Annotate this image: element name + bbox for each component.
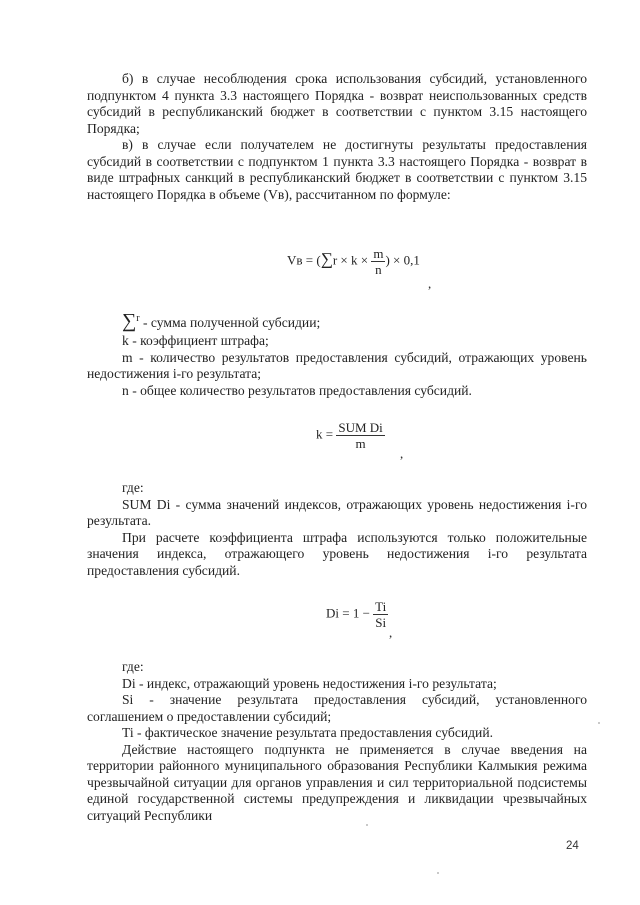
- gde-label-1: где:: [122, 480, 144, 495]
- paragraph-v: в) в случае если получателем не достигнуты результаты предоставления субсидий в соответствии с подпунктом 1 пункта 3.3 настоящего Порядка - возврат в виде штрафных санкций в республиканский бюджет в соответствии с пунктом 3.15 настоящего Порядка в объеме (Vв), рассчитанном по формуле:: [87, 137, 587, 202]
- formula-k: [316, 420, 385, 451]
- di-definition: Di - индекс, отражающий уровень недостижения i-го результата;: [122, 675, 497, 691]
- scan-speck: [598, 722, 600, 724]
- ti-definition: Ti - фактическое значение результата предоставления субсидий.: [122, 725, 493, 740]
- m-definition: m - количество результатов предоставления субсидий, отражающих уровень недостижения i-го результата;: [87, 349, 587, 381]
- scan-speck: [437, 872, 439, 874]
- n-definition: n - общее количество результатов предоставления субсидий.: [122, 382, 472, 398]
- sigma-definition: [87, 309, 587, 333]
- formula-di: [326, 599, 388, 630]
- gde-label-2: где:: [122, 659, 144, 674]
- definitions-2: [87, 480, 587, 579]
- formula-vv-fraction: [371, 246, 385, 277]
- definitions-3: [87, 659, 587, 824]
- fraction-numerator: m: [373, 246, 384, 261]
- formula-vv-mid: r × k ×: [332, 252, 372, 268]
- scan-speck: [366, 824, 368, 826]
- sigma-subscript: r: [136, 313, 140, 324]
- definitions-1: [87, 309, 587, 399]
- paragraph-b: б) в случае несоблюдения срока использования субсидий, установленного подпунктом 4 пункта 3.3 настоящего Порядка - возврат неиспользованных средств субсидий в республиканский бюджет в соответствии с пунктом 3.15 настоящего Порядка;: [87, 71, 587, 136]
- fraction-denominator: Si: [375, 615, 387, 630]
- k-definition: k - коэффициент штрафа;: [122, 333, 269, 348]
- emergency-clause: Действие настоящего подпункта не применяется в случае введения на территории районного муниципального образования Республики Калмыкия режима чрезвычайной ситуации для органов управления и сил территориальной подсистемы единой государственной системы предупреждения и ликвидации чрезвычайных ситуаций Республики: [87, 741, 587, 823]
- formula-vv-lhs: Vв = (: [287, 252, 321, 268]
- formula-vv-comma: ,: [428, 276, 432, 291]
- sigma-symbol: ∑: [122, 310, 137, 332]
- formula-k-comma: ,: [400, 446, 404, 461]
- sigma-text: - сумма полученной субсидии;: [139, 315, 321, 330]
- paragraphs-top: [87, 71, 587, 203]
- formula-vv-rhs: ) × 0,1: [385, 252, 420, 268]
- sigma-symbol: ∑: [320, 249, 333, 269]
- page-number: 24: [566, 840, 579, 852]
- positive-index-note: При расчете коэффициента штрафа используются только положительные значения индекса, отражающего уровень недостижения i-го результата предоставления субсидий.: [87, 529, 587, 578]
- formula-di-comma: ,: [389, 625, 393, 640]
- sum-di-definition: SUM Di - сумма значений индексов, отражающих уровень недостижения i-го результата.: [87, 496, 587, 528]
- formula-k-lhs: k =: [316, 426, 337, 442]
- si-definition: Si - значение результата предоставления субсидий, установленного соглашением о предоставлении субсидий;: [87, 692, 587, 724]
- formula-vv: [287, 246, 420, 277]
- fraction-numerator: SUM Di: [338, 420, 383, 435]
- formula-k-fraction: [336, 420, 384, 451]
- formula-di-fraction: [373, 599, 388, 630]
- formula-di-lhs: Di = 1 −: [326, 605, 374, 621]
- fraction-denominator: m: [355, 436, 366, 451]
- fraction-denominator: n: [375, 262, 382, 277]
- fraction-numerator: Ti: [375, 599, 387, 614]
